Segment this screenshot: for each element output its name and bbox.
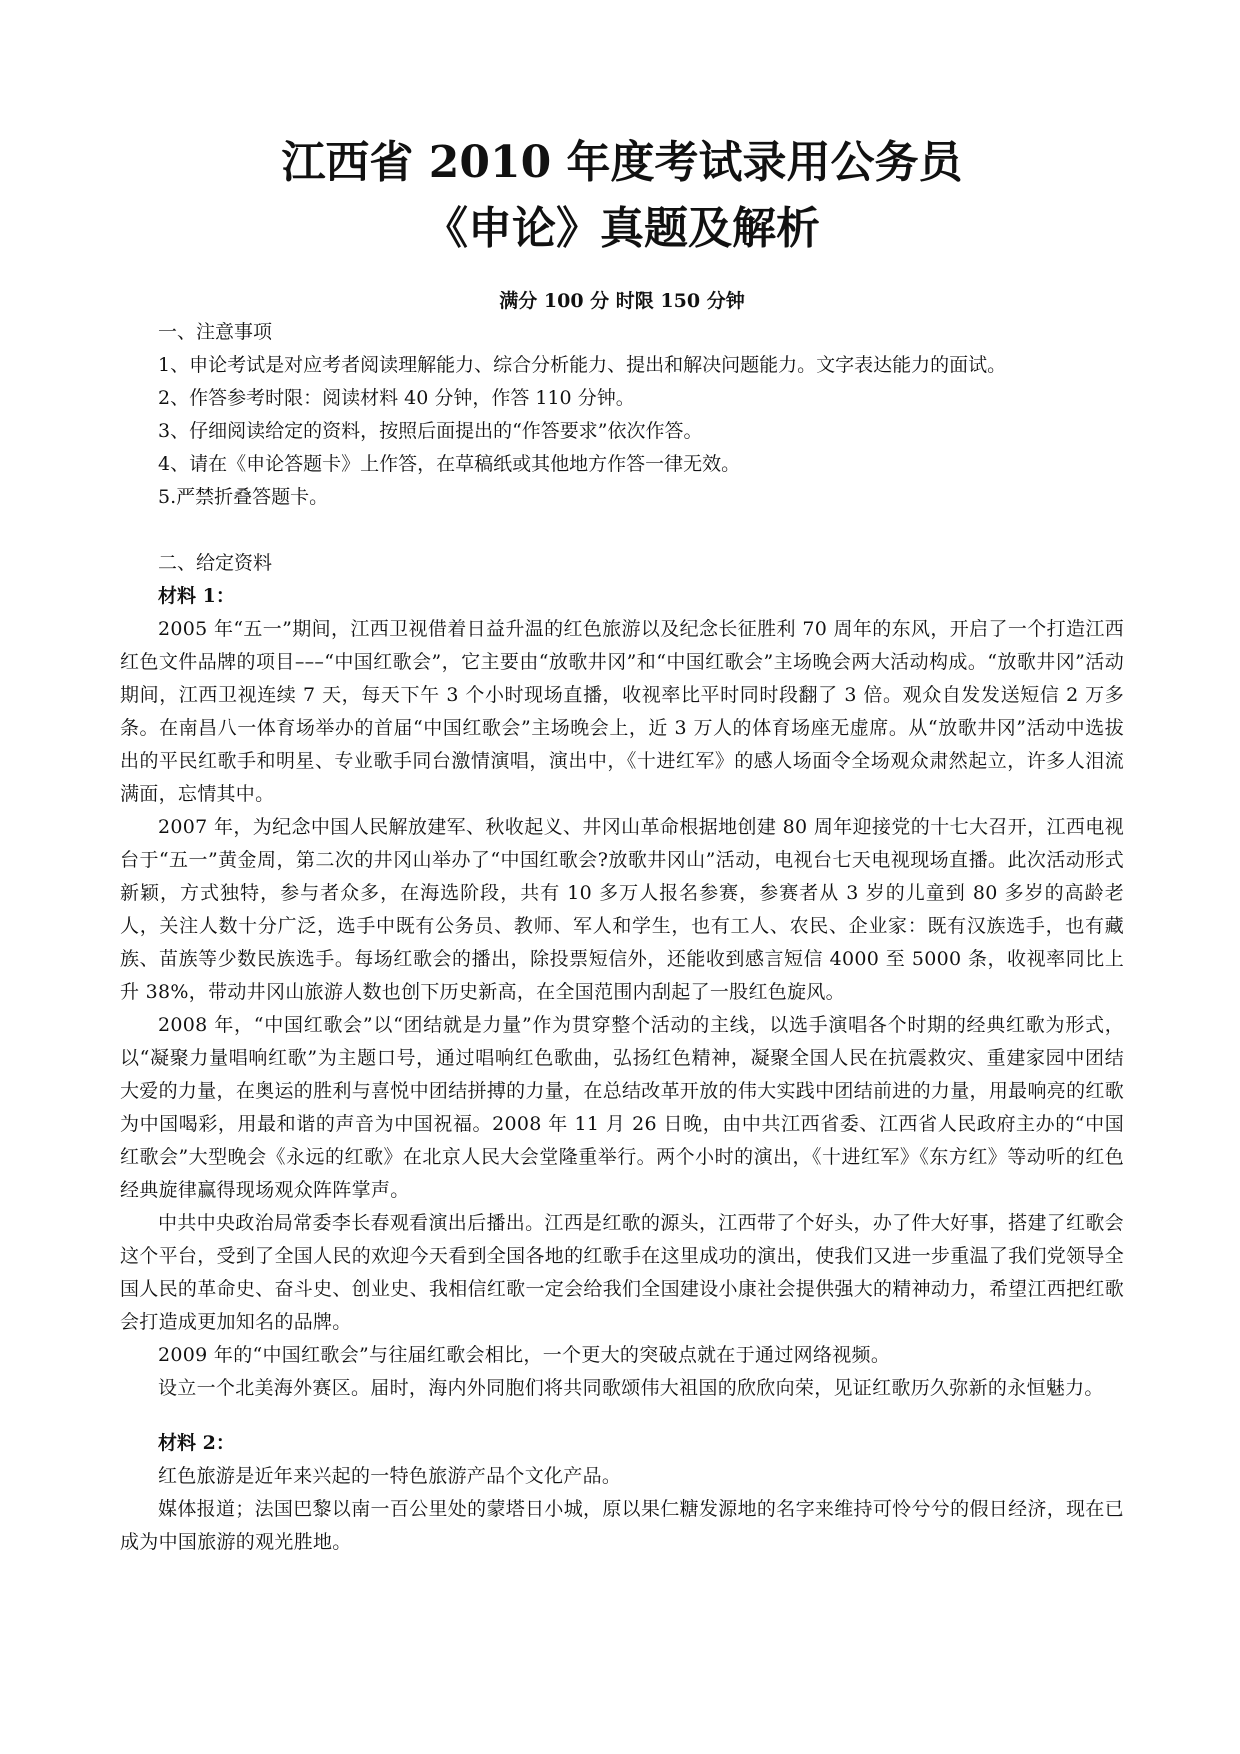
notice-item: 3、仔细阅读给定的资料，按照后面提出的“作答要求”依次作答。 bbox=[158, 420, 703, 442]
spacer bbox=[120, 514, 1124, 547]
material-1-label: 材料 1： bbox=[158, 585, 235, 607]
document-page bbox=[120, 130, 1124, 1559]
material-1-paragraph: 设立一个北美海外赛区。届时，海内外同胞们将共同歌颂伟大祖国的欣欣向荣，见证红歌历久弥新的永恒魅力。 bbox=[158, 1377, 1104, 1399]
material-2-paragraph: 媒体报道；法国巴黎以南一百公里处的蒙塔日小城，原以果仁糖发源地的名字来维持可怜兮兮的假日经济，现在已成为中国旅游的观光胜地。 bbox=[120, 1498, 1124, 1553]
material-2-paragraph: 红色旅游是近年来兴起的一特色旅游产品个文化产品。 bbox=[158, 1465, 622, 1487]
notice-item: 2、作答参考时限：阅读材料 40 分钟，作答 110 分钟。 bbox=[158, 387, 635, 409]
spacer bbox=[120, 1405, 1124, 1427]
document-title-line-2: 《申论》真题及解析 bbox=[424, 203, 820, 254]
material-1-paragraph: 2008 年，“中国红歌会”以“团结就是力量”作为贯穿整个活动的主线，以选手演唱各个时期的经典红歌为形式，以“凝聚力量唱响红歌”为主题口号，通过唱响红色歌曲，弘扬红色精神，凝聚全国人民在抗震救灾、重建家园中团结大爱的力量，在奥运的胜利与喜悦中团结拼搏的力量，在总结改革开放的伟大实践中团结前进的力量，用最响亮的红歌为中国喝彩，用最和谐的声音为中国祝福。2008 年 11 月 26 日晚，由中共江西省委、江西省人民政府主办的“中国红歌会”大型晚会《永远的红歌》在北京人民大会堂隆重举行。两个小时的演出，《十进红军》《东方红》等动听的红色经典旋律赢得现场观众阵阵掌声。 bbox=[120, 1014, 1124, 1201]
material-2-label: 材料 2： bbox=[158, 1432, 235, 1454]
material-1-paragraph: 中共中央政治局常委李长春观看演出后播出。江西是红歌的源头，江西带了个好头，办了件大好事，搭建了红歌会这个平台，受到了全国人民的欢迎今天看到全国各地的红歌手在这里成功的演出，使我们又进一步重温了我们党领导全国人民的革命史、奋斗史、创业史、我相信红歌一定会给我们全国建设小康社会提供强大的精神动力，希望江西把红歌会打造成更加知名的品牌。 bbox=[120, 1212, 1124, 1333]
material-1-paragraph: 2007 年，为纪念中国人民解放建军、秋收起义、井冈山革命根据地创建 80 周年迎接党的十七大召开，江西电视台于“五一”黄金周，第二次的井冈山举办了“中国红歌会?放歌井冈山”活动，电视台七天电视现场直播。此次活动形式新颖，方式独特，参与者众多，在海选阶段，共有 10 多万人报名参赛，参赛者从 3 岁的儿童到 80 多岁的高龄老人，关注人数十分广泛，选手中既有公务员、教师、军人和学生，也有工人、农民、企业家：既有汉族选手，也有藏族、苗族等少数民族选手。每场红歌会的播出，除投票短信外，还能收到感言短信 4000 至 5000 条，收视率同比上升 38%，带动井冈山旅游人数也创下历史新高，在全国范围内刮起了一股红色旋风。 bbox=[120, 816, 1124, 1003]
notice-item: 4、请在《申论答题卡》上作答，在草稿纸或其他地方作答一律无效。 bbox=[158, 453, 741, 475]
notice-item: 1、申论考试是对应考者阅读理解能力、综合分析能力、提出和解决问题能力。文字表达能力的面试。 bbox=[158, 354, 1007, 376]
notice-item: 5.严禁折叠答题卡。 bbox=[158, 486, 329, 508]
material-1-paragraph: 2009 年的“中国红歌会”与往届红歌会相比，一个更大的突破点就在于通过网络视频。 bbox=[158, 1344, 891, 1366]
document-title-line-1: 江西省 2010 年度考试录用公务员 bbox=[281, 137, 963, 188]
exam-info: 满分 100 分 时限 150 分钟 bbox=[499, 290, 745, 312]
material-1-paragraph: 2005 年“五一”期间，江西卫视借着日益升温的红色旅游以及纪念长征胜利 70 周年的东风，开启了一个打造江西红色文件品牌的项目–––“中国红歌会”，它主要由“放歌井冈”和“中国红歌会”主场晚会两大活动构成。“放歌井冈”活动期间，江西卫视连续 7 天，每天下午 3 个小时现场直播，收视率比平时同时段翻了 3 倍。观众自发发送短信 2 万多条。在南昌八一体育场举办的首届“中国红歌会”主场晚会上，近 3 万人的体育场座无虚席。从“放歌井冈”活动中选拔出的平民红歌手和明星、专业歌手同台激情演唱，演出中，《十进红军》的感人场面令全场观众肃然起立，许多人泪流满面，忘情其中。 bbox=[120, 618, 1124, 805]
materials-heading: 二、给定资料 bbox=[158, 552, 273, 574]
notice-heading: 一、注意事项 bbox=[158, 321, 273, 343]
